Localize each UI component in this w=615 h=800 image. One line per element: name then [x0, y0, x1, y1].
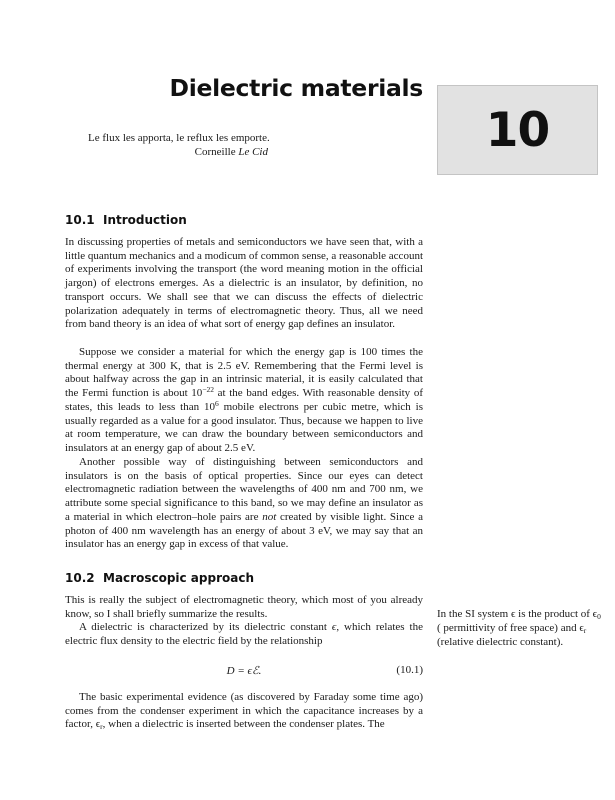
margin-note: In the SI system ϵ is the product of $\epsilon_0$ ( permittivity of free space) and $\epsilon_r$ (relative dielectric constant). — [437, 608, 601, 648]
paragraph: In discussing properties of metals and semiconductors we have seen that, with a little quantum mechanics and a modicum of common sense, a reasonable account of experiments involving the transport (the word meaning motion in the official jargon) of electrons emerges. As a dielectric is an insulator, by definition, no transport occurs. We shall see that we can discuss the effects of dielectric polarization adequately in terms of electromagnetic theory. Thus, all we need from band theory is an idea of what sort of energy gap defines an insulator. — [65, 236, 423, 331]
section-heading-introduction — [65, 213, 187, 227]
equation: D = ϵℰ. — [226, 665, 262, 677]
epigraph-attribution — [0, 145, 423, 159]
section-number: 10.2 — [65, 571, 95, 585]
epigraph-author: Corneille — [194, 146, 236, 158]
subscript: r — [100, 722, 103, 732]
equation-number: (10.1) — [396, 664, 423, 676]
paragraph: Suppose we consider a material for which the energy gap is 100 times the thermal energy at 300 K, that is 2.5 eV. Remembering that the Fermi level is about halfway across the gap in an intrinsic material, it is easily calculated that the Fermi function is about $10^{-22}$ at the band edges. With reasonable density of states, this leads to less than $10^6$ mobile electrons per cubic metre, which is usually regarded as a value for a good insulator. Thus, because we happen to live at room temperature, we can draw the boundary between semiconductors and insulators at an energy gap of about 2.5 eV. — [65, 346, 423, 454]
epigraph-quote: Le flux les apporta, le reflux les emporte. — [88, 132, 270, 144]
epigraph-work: Le Cid — [238, 146, 268, 158]
superscript: 6 — [214, 398, 219, 408]
superscript: −22 — [202, 385, 215, 395]
chapter-number-box — [437, 85, 598, 175]
equation-row — [65, 664, 423, 678]
paragraph: Another possible way of distinguishing between semiconductors and insulators is on the basis of optical properties. Since our eyes can detect electromagnetic radiation between the wavelengths of 400 nm and 700 nm, we attribute some special significance to this band, so we may define an insulator as a material in which electron–hole pairs are not created by visible light. Since a photon of 400 nm wavelength has an energy of about 3 eV, we may say that an insulator has an energy gap in excess of that value. — [65, 456, 423, 551]
epigraph — [0, 131, 423, 159]
emphasis: not — [262, 510, 277, 523]
section-title: Macroscopic approach — [103, 571, 255, 585]
paragraph: This is really the subject of electromagnetic theory, which most of you already know, so I shall briefly summarize the results. — [65, 594, 423, 620]
section-heading-macroscopic-approach — [65, 571, 254, 585]
paragraph: A dielectric is characterized by its dielectric constant ϵ, which relates the electric flux density to the electric field by the relationship — [65, 621, 423, 647]
chapter-title: Dielectric materials — [169, 74, 423, 102]
symbol: ϵ — [331, 621, 337, 633]
paragraph: The basic experimental evidence (as discovered by Faraday some time ago) comes from the condenser experiment in which the capacitance increases by a factor, $\epsilon_r$, when a dielectric is inserted between the condenser plates. The — [65, 691, 423, 732]
section-number: 10.1 — [65, 213, 95, 227]
section-title: Introduction — [103, 213, 187, 227]
chapter-number: 10 — [485, 102, 550, 158]
